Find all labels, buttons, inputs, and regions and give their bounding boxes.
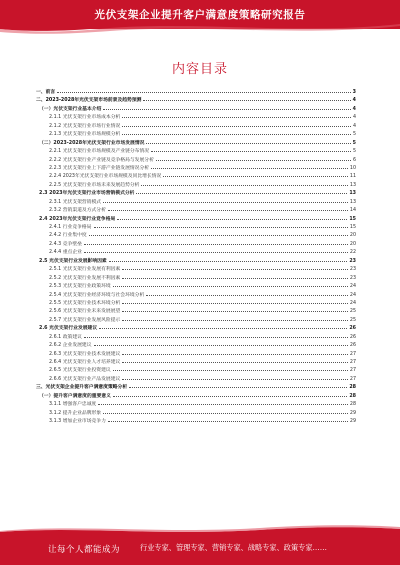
footer-slogan: 让每个人都能成为: [48, 545, 121, 555]
toc-entry-label: 2.6.1 政策建议: [49, 334, 82, 340]
toc-leader-dots: [94, 222, 348, 228]
toc-entry[interactable]: [36, 146, 356, 154]
toc-entry-label: 2.5 光伏支架行业发展影响因素: [39, 258, 107, 264]
toc-entry-label: 2.6.5 光伏支架行业投资建议: [49, 368, 111, 374]
toc-entry-page: 29: [349, 410, 356, 416]
toc-entry[interactable]: [36, 205, 356, 213]
toc-entry-label: 2.2.3 光伏支架行业上下游产业链发展情况分析: [49, 165, 150, 171]
toc-entry[interactable]: [36, 399, 356, 407]
toc-entry-page: 6: [352, 157, 356, 163]
toc-entry-label: 2.4.3 竞争壁垒: [49, 241, 82, 247]
toc-leader-dots: [57, 87, 350, 93]
toc-entry[interactable]: [36, 264, 356, 272]
toc-entry-page: 20: [349, 233, 356, 239]
toc-leader-dots: [163, 171, 348, 177]
toc-leader-dots: [122, 357, 348, 363]
toc-entry[interactable]: [36, 87, 356, 95]
toc-entry-label: 2.6 光伏支架行业发展建议: [39, 326, 98, 332]
toc-entry[interactable]: [36, 349, 356, 357]
toc-leader-dots: [122, 112, 351, 118]
toc-entry-page: 4: [352, 98, 356, 104]
toc-entry[interactable]: [36, 138, 356, 146]
toc-entry-page: 23: [349, 267, 356, 273]
toc-entry-label: 2.3.1 光伏支架营销模式: [49, 199, 102, 205]
toc-entry-page: 24: [349, 284, 356, 290]
toc-leader-dots: [103, 104, 350, 110]
toc-entry[interactable]: [36, 247, 356, 255]
toc-leader-dots: [122, 306, 348, 312]
toc-entry[interactable]: [36, 121, 356, 129]
toc-entry-label: 2.2.5 光伏支架行业市场未来发展趋势分析: [49, 182, 140, 188]
toc-leader-dots: [122, 129, 351, 135]
toc-entry-label: 2.1.1 光伏支架行业市场成本分析: [49, 115, 121, 121]
toc-leader-dots: [103, 408, 348, 414]
toc-entry-page: 4: [352, 106, 356, 112]
toc-entry-label: （二）2023-2028年光伏支架行业市场发展情况: [39, 140, 145, 146]
toc-leader-dots: [151, 146, 351, 152]
toc-entry-page: 24: [349, 300, 356, 306]
toc-entry-label: 2.1.2 光伏支架行业市场行业情况: [49, 123, 121, 129]
toc-entry[interactable]: [36, 222, 356, 230]
toc-entry-page: 13: [349, 191, 356, 197]
table-of-contents: [36, 87, 356, 425]
toc-entry-label: 2.6.3 光伏支架行业技术发展建议: [49, 351, 121, 357]
toc-entry-label: 2.5.1 光伏支架行业发展有利因素: [49, 267, 121, 273]
toc-entry-page: 20: [349, 241, 356, 247]
toc-entry-page: 26: [349, 334, 356, 340]
toc-entry-page: 23: [349, 258, 356, 264]
toc-entry-page: 15: [349, 225, 356, 230]
toc-entry[interactable]: [36, 391, 356, 399]
toc-entry-page: 24: [349, 292, 356, 298]
toc-leader-dots: [146, 290, 348, 296]
toc-entry-page: 4: [352, 123, 356, 129]
toc-entry[interactable]: [36, 230, 356, 238]
toc-entry-label: 2.5.7 光伏支架行业发展风险提示: [49, 317, 121, 323]
toc-entry-page: 26: [349, 343, 356, 349]
toc-entry-label: 2.5.2 光伏支架行业发展不利因素: [49, 275, 121, 281]
toc-leader-dots: [156, 155, 351, 161]
toc-leader-dots: [151, 163, 348, 169]
toc-entry-page: 27: [349, 360, 356, 365]
toc-leader-dots: [113, 281, 348, 287]
toc-entry[interactable]: [36, 365, 356, 373]
toc-entry[interactable]: [36, 104, 356, 112]
toc-entry-page: 11: [349, 174, 356, 180]
toc-entry-label: 2.2.2 光伏支架行业产业链及竞争格局与发展分析: [49, 157, 154, 163]
toc-entry[interactable]: [36, 281, 356, 289]
toc-entry-label: 2.5.3 光伏支架行业政策环境: [49, 284, 111, 290]
toc-entry-label: 2.1.3 光伏支架行业市场规模分析: [49, 132, 121, 138]
toc-entry[interactable]: [36, 374, 356, 382]
toc-entry[interactable]: [36, 239, 356, 247]
toc-entry[interactable]: [36, 357, 356, 365]
toc-entry-label: （一）提升客户满意度的重要意义: [39, 393, 111, 399]
toc-leader-dots: [89, 230, 348, 236]
toc-entry-label: 3.1.2 提升企业品牌形象: [49, 410, 102, 416]
toc-leader-dots: [122, 349, 348, 355]
toc-entry-page: 4: [352, 115, 356, 121]
toc-leader-dots: [141, 180, 347, 186]
toc-leader-dots: [129, 382, 347, 388]
toc-entry-label: 2.4.1 行业竞争格局: [49, 225, 92, 230]
toc-heading: 内容目录: [171, 62, 228, 77]
toc-leader-dots: [108, 416, 348, 422]
toc-leader-dots: [143, 95, 350, 101]
toc-entry-page: 25: [349, 309, 356, 315]
toc-entry[interactable]: [36, 298, 356, 306]
toc-entry[interactable]: [36, 306, 356, 314]
toc-entry-page: 27: [349, 368, 356, 374]
toc-entry-page: 27: [349, 351, 356, 357]
toc-entry[interactable]: [36, 197, 356, 205]
toc-entry-page: 5: [352, 132, 356, 138]
toc-entry[interactable]: [36, 188, 356, 196]
toc-entry-page: 28: [349, 393, 356, 399]
toc-leader-dots: [84, 247, 348, 253]
toc-entry[interactable]: [36, 273, 356, 281]
toc-entry-page: 3: [352, 90, 356, 95]
toc-entry[interactable]: [36, 95, 356, 103]
toc-entry-label: 2.5.4 光伏支架行业经济环境与社会环境分析: [49, 292, 145, 298]
toc-entry-page: 28: [349, 385, 356, 391]
toc-leader-dots: [146, 138, 350, 144]
toc-entry-label: 2.3 2023年光伏支架行业市场营销模式分析: [39, 191, 135, 197]
footer-roles: 行业专家、管理专家、营销专家、战略专家、政策专家……: [140, 543, 327, 552]
toc-leader-dots: [122, 315, 348, 321]
toc-entry-label: 三、光伏支架企业提升客户满意度策略分析: [36, 385, 128, 391]
toc-leader-dots: [117, 214, 347, 220]
toc-entry-page: 14: [349, 208, 356, 214]
toc-entry-label: 2.4 2023年光伏支架行业竞争格局: [39, 216, 116, 222]
toc-entry-label: 2.5.5 光伏支架行业技术环境分析: [49, 300, 121, 306]
toc-entry-page: 13: [349, 199, 356, 205]
toc-leader-dots: [122, 121, 351, 127]
toc-entry-label: 2.6.2 企业发展建议: [49, 343, 92, 349]
toc-entry[interactable]: [36, 112, 356, 120]
toc-entry-page: 5: [352, 140, 356, 146]
toc-leader-dots: [113, 391, 347, 397]
toc-entry[interactable]: [36, 163, 356, 171]
toc-entry-label: 2.3.2 营销渠道及方式分析: [49, 208, 106, 214]
toc-entry-label: 2.6.4 光伏支架行业人才培养建议: [49, 360, 121, 365]
toc-entry[interactable]: [36, 323, 356, 331]
toc-entry[interactable]: [36, 171, 356, 179]
toc-entry-label: 3.1.3 增加企业市场竞争力: [49, 419, 106, 425]
toc-entry-page: 27: [349, 376, 356, 382]
toc-entry-label: 3.1.1 增强客户忠诚度: [49, 402, 97, 408]
toc-leader-dots: [94, 340, 348, 346]
toc-entry-label: 一、前言: [36, 90, 56, 95]
toc-entry[interactable]: [36, 129, 356, 137]
toc-entry[interactable]: [36, 214, 356, 222]
toc-entry-label: 二、2023-2028年光伏支架市场前景及趋势预测: [36, 98, 142, 104]
toc-leader-dots: [84, 332, 348, 338]
toc-entry[interactable]: [36, 315, 356, 323]
toc-entry[interactable]: [36, 340, 356, 348]
report-title: 光伏支架企业提升客户满意度策略研究报告: [94, 9, 306, 21]
toc-entry-label: 2.5.6 光伏支架行业未来发展展望: [49, 309, 121, 315]
toc-entry-page: 13: [349, 182, 356, 188]
toc-entry-label: 2.2.4 2023年光伏支架行业市场规模及同比增长情况: [49, 174, 162, 180]
toc-leader-dots: [84, 239, 348, 245]
toc-entry-page: 29: [349, 419, 356, 425]
toc-entry-label: 2.4.2 行业集中度: [49, 233, 87, 239]
toc-leader-dots: [122, 374, 348, 380]
toc-leader-dots: [108, 205, 348, 211]
toc-entry[interactable]: [36, 180, 356, 188]
toc-entry-label: 2.2.1 光伏支架行业市场规模及产业链分布情况: [49, 149, 150, 155]
toc-entry-label: （一）光伏支架行业基本介绍: [39, 106, 102, 112]
toc-entry-label: 2.4.4 重点企业: [49, 250, 82, 256]
toc-leader-dots: [122, 264, 348, 270]
toc-entry[interactable]: [36, 256, 356, 264]
toc-leader-dots: [122, 298, 348, 304]
toc-leader-dots: [113, 365, 348, 371]
toc-entry-label: 2.6.6 光伏支架行业产品发展建议: [49, 376, 121, 382]
toc-leader-dots: [103, 197, 348, 203]
toc-entry[interactable]: [36, 408, 356, 416]
toc-entry[interactable]: [36, 290, 356, 298]
toc-leader-dots: [109, 256, 348, 262]
toc-leader-dots: [136, 188, 347, 194]
toc-entry-page: 10: [349, 165, 356, 171]
toc-leader-dots: [122, 273, 348, 279]
toc-entry[interactable]: [36, 416, 356, 424]
toc-leader-dots: [99, 323, 347, 329]
toc-entry-page: 23: [349, 275, 356, 281]
toc-entry-page: 26: [349, 326, 356, 332]
toc-entry-page: 5: [352, 149, 356, 155]
toc-entry-page: 28: [349, 402, 356, 408]
toc-entry-page: 22: [349, 250, 356, 256]
toc-entry-page: 15: [349, 216, 356, 222]
toc-entry[interactable]: [36, 332, 356, 340]
toc-entry[interactable]: [36, 155, 356, 163]
header-wave-decoration: [0, 20, 400, 40]
toc-entry[interactable]: [36, 382, 356, 390]
toc-entry-page: 25: [349, 317, 356, 323]
toc-leader-dots: [98, 399, 348, 405]
